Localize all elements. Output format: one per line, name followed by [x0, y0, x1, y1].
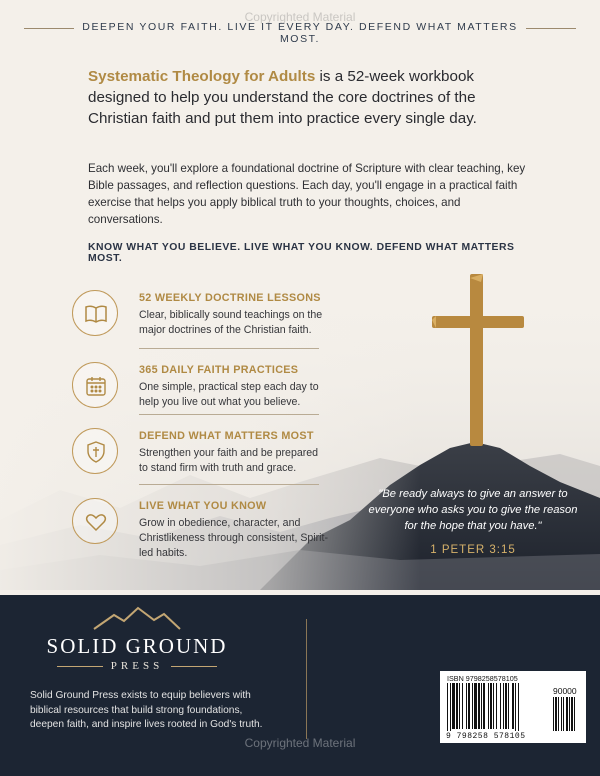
barcode-bar [500, 683, 501, 729]
feature-divider [139, 484, 319, 485]
barcode-bar [561, 697, 562, 731]
price-code: 90000 [553, 686, 577, 696]
feature-title: DEFEND WHAT MATTERS MOST [139, 430, 314, 442]
barcode-bar [474, 683, 477, 729]
barcode-bar [466, 683, 467, 729]
barcode-bar [566, 697, 568, 731]
barcode-bar [456, 683, 458, 729]
body-paragraph: Each week, you'll explore a foundational doctrine of Scripture with clear teaching, key Bible passages, and reflection questions. Each day, you'll engage in a practical faith exercise that helps you apply biblical truth to your thoughts, choices, and conversations. [88, 162, 526, 226]
feature-title: 52 WEEKLY DOCTRINE LESSONS [139, 292, 321, 304]
barcode-bar [462, 683, 463, 729]
heart-icon [72, 498, 118, 544]
verse-reference: 1 PETER 3:15 [430, 544, 516, 556]
barcode-bar [571, 697, 573, 731]
tagline-rule-left [24, 28, 74, 29]
barcode-supplement [553, 697, 581, 731]
feature-daily-practices [72, 362, 332, 422]
tagline: DEEPEN YOUR FAITH. LIVE IT EVERY DAY. DEFEND WHAT MATTERS MOST. [82, 21, 518, 45]
feature-desc: Grow in obedience, character, and Christlikeness through consistent, Spirit-led habits. [139, 517, 329, 559]
book-title: Systematic Theology for Adults [88, 68, 316, 85]
barcode-bars [447, 683, 547, 731]
barcode-bar [447, 683, 448, 731]
feature-live [72, 498, 332, 558]
barcode-bar [478, 683, 480, 729]
barcode-bar [472, 683, 473, 729]
feature-divider [139, 414, 319, 415]
open-book-icon [72, 290, 118, 336]
shield-cross-icon [72, 428, 118, 474]
barcode-bar [483, 683, 485, 729]
barcode-bar [468, 683, 470, 729]
barcode-bar [569, 697, 570, 731]
barcode-bar [515, 683, 516, 731]
feature-desc: Strengthen your faith and be prepared to stand firm with truth and grace. [139, 447, 319, 474]
mountain-logo-icon [92, 605, 182, 631]
barcode-bar [555, 697, 557, 731]
watermark-bottom: Copyrighted Material [244, 736, 356, 750]
barcode-bar [450, 683, 451, 731]
intro-paragraph [88, 66, 538, 129]
barcode-bar [574, 697, 575, 731]
barcode-bar [490, 683, 492, 729]
tagline-rule-right [526, 28, 576, 29]
brand-sub [32, 660, 242, 672]
feature-divider [139, 348, 319, 349]
barcode-bar [496, 683, 497, 729]
barcode-bar [481, 683, 482, 729]
footer-divider [306, 619, 307, 739]
feature-desc: Clear, biblically sound teachings on the major doctrines of the Christian faith. [139, 309, 323, 336]
isbn-digits: 9 798258 578105 [446, 732, 526, 741]
barcode-bar [493, 683, 494, 729]
intro-text: is a 52-week workbook designed to help you understand the core doctrines of the Christian faith and put them into practice every single day. [88, 68, 477, 127]
isbn-barcode [440, 671, 586, 743]
motto: KNOW WHAT YOU BELIEVE. LIVE WHAT YOU KNOW. DEFEND WHAT MATTERS MOST. [88, 242, 515, 264]
barcode-bar [459, 683, 460, 729]
barcode-bar [558, 697, 559, 731]
feature-defend [72, 428, 332, 488]
feature-title: LIVE WHAT YOU KNOW [139, 500, 267, 512]
publisher-description: Solid Ground Press exists to equip believers with biblical resources that build strong foundations, deepen faith, and inspire lives rooted in God's truth. [30, 690, 263, 730]
isbn-label: ISBN 9798258578105 [447, 674, 518, 683]
barcode-bar [518, 683, 519, 731]
brand-name: SOLID GROUND [46, 634, 228, 658]
barcode-bar [563, 697, 564, 731]
calendar-icon [72, 362, 118, 408]
watermark-top: Copyrighted Material [244, 10, 356, 24]
barcode-bar [508, 683, 509, 729]
feature-weekly-lessons [72, 290, 332, 350]
brand-sub-text: PRESS [110, 660, 164, 672]
bible-verse: "Be ready always to give an answer to everyone who asks you to give the reason for the hope that you have." [368, 488, 578, 532]
barcode-bar [488, 683, 489, 729]
barcode-bar [452, 683, 455, 729]
barcode-bar [503, 683, 504, 729]
barcode-bar [512, 683, 514, 729]
feature-desc: One simple, practical step each day to help you live out what you believe. [139, 381, 319, 408]
barcode-bar [505, 683, 507, 729]
barcode-bar [553, 697, 554, 731]
feature-title: 365 DAILY FAITH PRACTICES [139, 364, 299, 376]
